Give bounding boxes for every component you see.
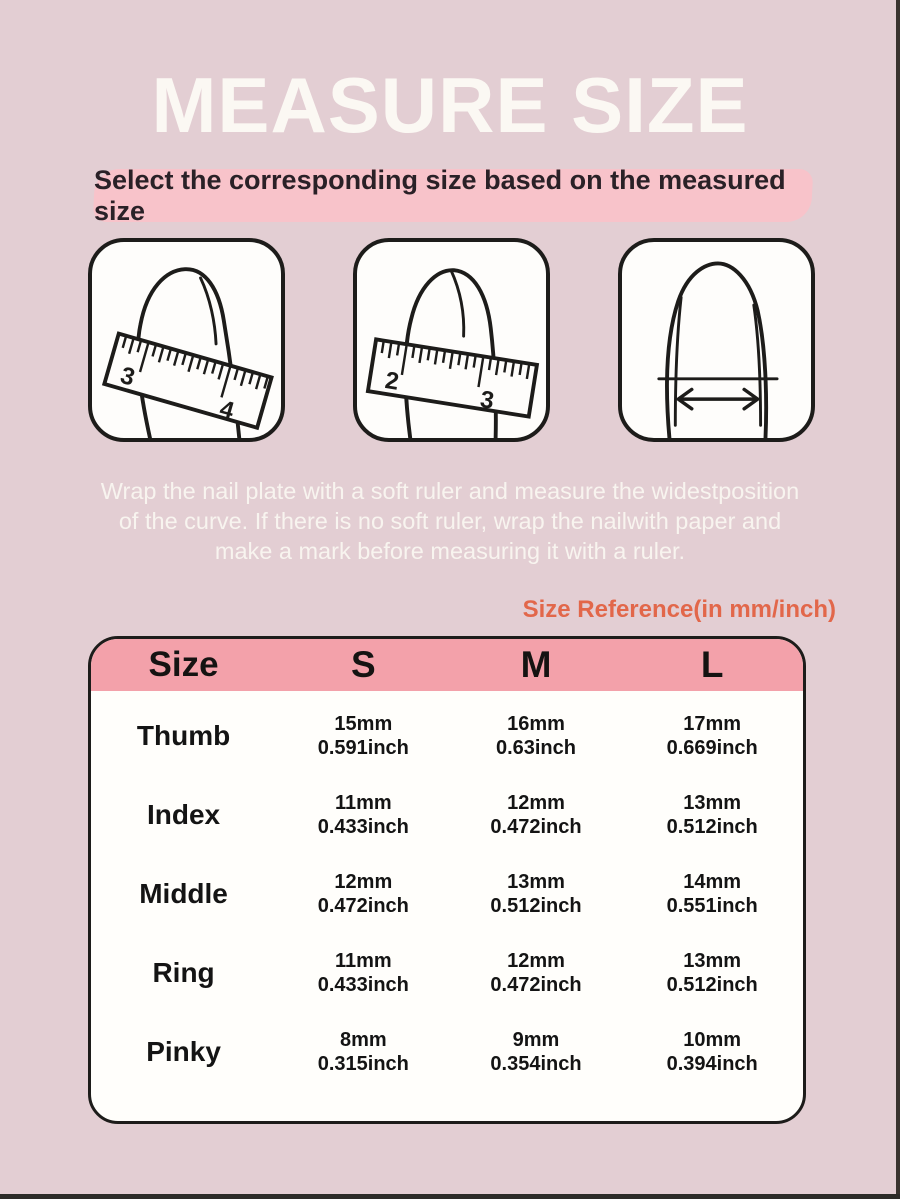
panel-nail-width (618, 238, 815, 442)
illustration-panels (88, 238, 815, 442)
subtitle-text: Select the corresponding size based on the measured size (94, 164, 786, 226)
instruction-line: make a mark before measuring it with a ruler. (214, 538, 686, 564)
table-row-middle (91, 854, 803, 933)
cell-pinky-l: 10mm 0.394inch (666, 1028, 758, 1075)
ruler-number: 4 (216, 395, 238, 426)
bottom-edge-bar (0, 1194, 900, 1199)
ruler-number: 3 (117, 361, 138, 392)
finger-label: Thumb (136, 719, 231, 751)
cell-thumb-l: 17mm 0.669inch (666, 712, 758, 759)
page-title: MEASURE SIZE (151, 61, 749, 149)
finger-label: Middle (139, 877, 228, 909)
table-header-row (91, 639, 803, 691)
ruler-number: 3 (478, 386, 496, 415)
size-reference-label: Size Reference(in mm/inch) (522, 596, 836, 623)
instruction-line: of the curve. If there is no soft ruler, wrap the nailwith paper and (118, 508, 782, 534)
cell-pinky-m: 9mm 0.354inch (490, 1028, 582, 1075)
finger-soft-ruler-front-icon (357, 242, 546, 438)
cell-ring-m: 12mm 0.472inch (490, 949, 582, 996)
cell-middle-l: 14mm 0.551inch (666, 870, 758, 917)
header-m: M (520, 644, 552, 685)
subtitle-banner (93, 164, 814, 226)
finger-label: Pinky (146, 1035, 221, 1067)
finger-soft-ruler-angled-icon (92, 242, 281, 438)
cell-index-l: 13mm 0.512inch (666, 791, 758, 838)
table-row-pinky (91, 1012, 803, 1091)
right-edge-line (896, 0, 900, 1199)
finger-label: Index (146, 798, 221, 830)
table-row-index (91, 775, 803, 854)
nail-width-arrow-icon (622, 242, 811, 438)
table-row-thumb (91, 696, 803, 775)
measuring-instructions (0, 476, 900, 566)
cell-index-s: 11mm 0.433inch (317, 791, 409, 838)
cell-pinky-s: 8mm 0.315inch (317, 1028, 409, 1075)
cell-ring-l: 13mm 0.512inch (666, 949, 758, 996)
header-l: L (700, 644, 724, 685)
cell-ring-s: 11mm 0.433inch (317, 949, 409, 996)
cell-thumb-s: 15mm 0.591inch (317, 712, 409, 759)
panel-measure-with-ruler-front (353, 238, 550, 442)
cell-middle-s: 12mm 0.472inch (317, 870, 409, 917)
instruction-line: Wrap the nail plate with a soft ruler and measure the widestposition (100, 478, 800, 504)
size-reference-table (88, 636, 806, 1124)
header-s: S (350, 644, 376, 685)
cell-thumb-m: 16mm 0.63inch (495, 712, 576, 759)
header-size: Size (148, 645, 219, 684)
ruler-number: 2 (383, 367, 401, 396)
table-row-ring (91, 933, 803, 1012)
panel-measure-with-ruler-angled (88, 238, 285, 442)
finger-label: Ring (152, 956, 215, 988)
table-body (91, 691, 803, 1091)
cell-middle-m: 13mm 0.512inch (490, 870, 582, 917)
cell-index-m: 12mm 0.472inch (490, 791, 582, 838)
